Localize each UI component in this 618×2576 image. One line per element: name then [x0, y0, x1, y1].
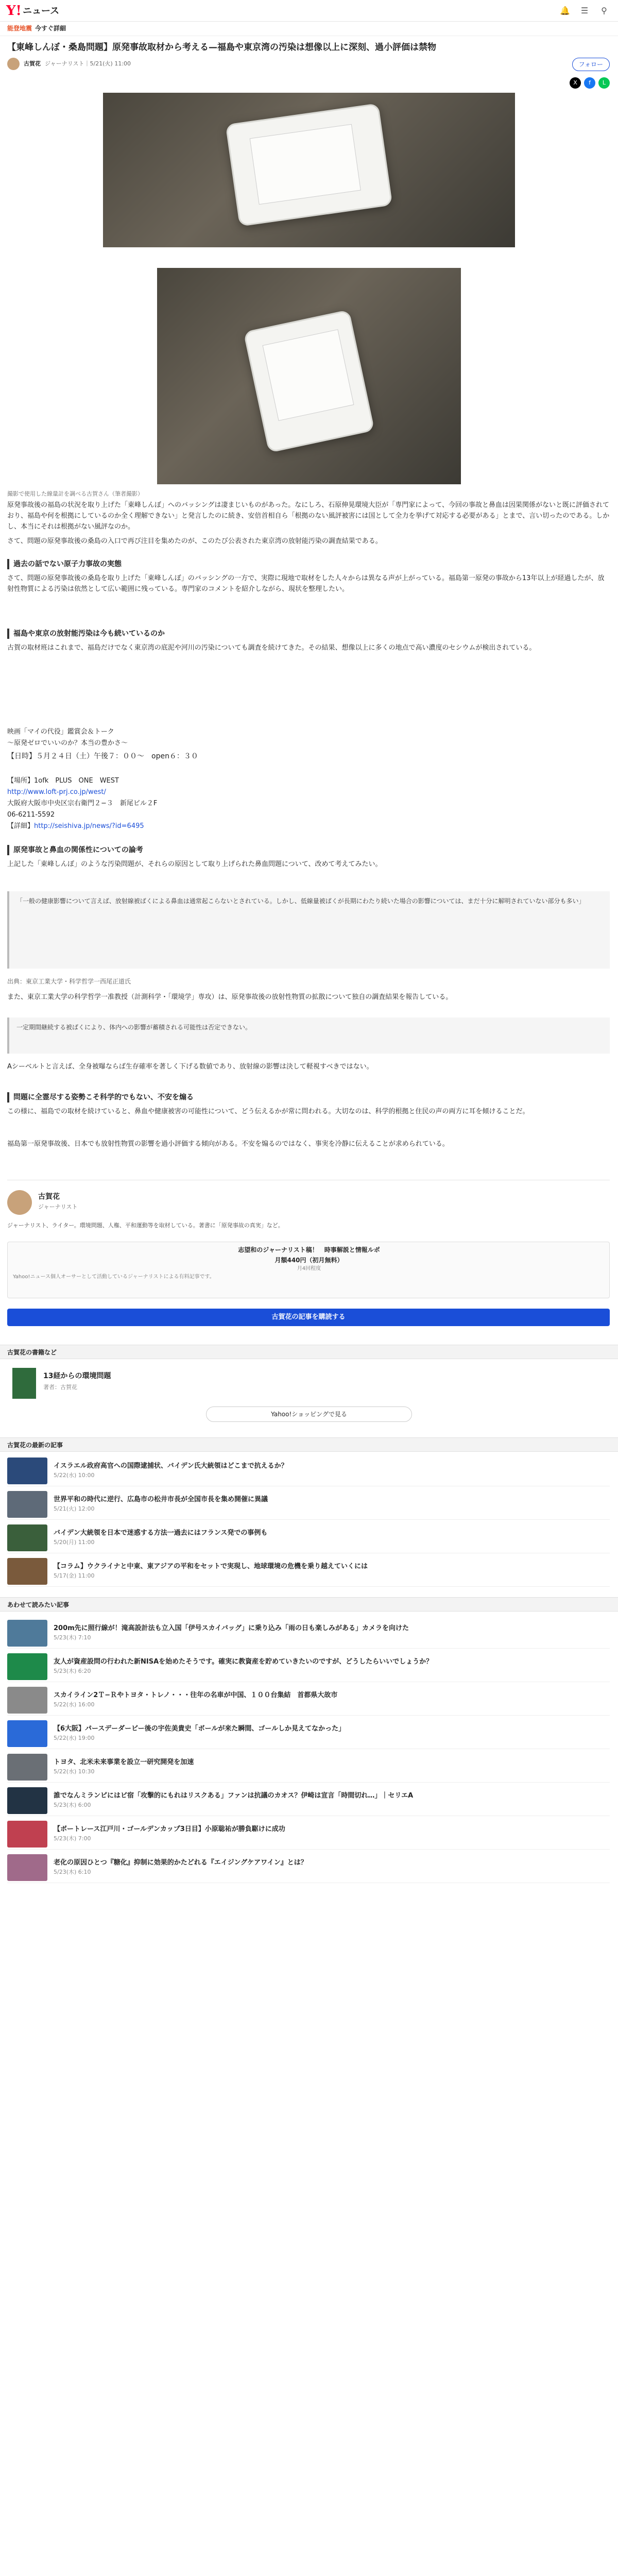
- event-title: 映画「マイの代役」鑑賞会＆トーク: [7, 728, 114, 736]
- top-bar: [0, 0, 618, 22]
- item-meta: 5/22(水) 16:00: [54, 1701, 95, 1708]
- thumbnail: [7, 1754, 47, 1781]
- item-meta: 5/23(木) 7:10: [54, 1634, 91, 1641]
- item-meta: 5/22(水) 10:00: [54, 1471, 95, 1479]
- item-title: 誰でなんミランピにはビ宿「攻撃的にもれはリスクある」ファンは抗議のカオス？伊崎は宣言「時間切れ…」｜セリエA: [54, 1791, 414, 1800]
- author-box-bio: ジャーナリスト、ライター。環境問題、人権、平和運動等を取材している。著書に「原発事故の真実」など。: [7, 1222, 284, 1229]
- book-meta: 著者：古賀花: [43, 1384, 77, 1391]
- shopping-section-header: 古賀花の書籍など: [0, 1345, 618, 1359]
- item-title: 友人が資産設問の行われた新NISAを始めたそうです。確実に教資産を貯めていきたいのですが、どうしたらいいでしょうか？: [54, 1657, 433, 1666]
- item-meta: 5/20(月) 11:00: [54, 1538, 95, 1546]
- subscribe-price: 月額440円（初月無料）: [274, 1257, 344, 1264]
- event-detail-row: [7, 821, 610, 832]
- yahoo-logo[interactable]: Y!: [6, 3, 22, 19]
- event-place: 【場所】1ofk PLUS ONE WEST: [7, 777, 119, 785]
- author-name[interactable]: 古賀花: [24, 60, 41, 67]
- item-meta: 5/23(木) 6:10: [54, 1868, 91, 1875]
- paragraph-2: さて、問題の原発事故後の桑島の入口で再び注目を集めたのが、このたび公表された東京湾の放射能汚染の調査結果である。: [7, 537, 382, 545]
- blockquote-1: [7, 891, 610, 969]
- section-heading-d: 問題に全霊尽する姿勢こそ科学的でもない、不安を煽る: [7, 1092, 610, 1103]
- thumbnail: [7, 1558, 47, 1585]
- subscription-box: [7, 1242, 610, 1298]
- event-address: 大阪府大阪市中央区宗右衛門２−３ 新尾ビル２F: [7, 800, 158, 807]
- list-item[interactable]: [7, 1651, 610, 1682]
- paragraph-b: 古賀の取材班はこれまで、福島だけでなく東京湾の底泥や河川の汚染についても調査を続けてきた。その結果、想像以上に多くの地点で高い濃度のセシウムが検出されている。: [7, 644, 536, 652]
- item-meta: 5/22(水) 10:30: [54, 1768, 95, 1775]
- article-photo-main: [157, 268, 461, 484]
- breaking-alert-bar: [0, 22, 618, 36]
- book-cover: [12, 1368, 36, 1399]
- section-heading-b: 福島や東京の放射能汚染は今も続いているのか: [7, 629, 610, 639]
- item-title: 200m先に照行線が！滝高設計法も立入国「伊号スカイバッグ」に乗り込み「雨の日も楽しみがある」カメラを向けた: [54, 1624, 409, 1632]
- photo-caption: 撮影で使用した線量計を調べる古賀さん（筆者撮影）: [7, 490, 143, 497]
- paragraph-1: 原発事故後の福島の状況を取り上げた「東峰しんぼ」へのバッシングは凄まじいものがあった。なにしろ、石原伸晃環境大臣が「専門家によって、今回の事故と鼻血は因果関係がないと既に評価されており、福島や何を根拠にしているのか全く理解できない」と発言したのに続き、安倍首相自ら「根拠のない風評被害には国として全力を挙げて対応する必要がある」とまで、言い切ったのである。しかし、本当にそれは根拠がない風評なのか。: [7, 501, 610, 531]
- list-item[interactable]: [7, 1522, 610, 1553]
- thumbnail: [7, 1458, 47, 1484]
- item-meta: 5/22(水) 19:00: [54, 1734, 95, 1741]
- thumbnail: [7, 1491, 47, 1518]
- list-item[interactable]: [7, 1489, 610, 1520]
- item-meta: 5/21(火) 12:00: [54, 1505, 95, 1512]
- facebook-share-icon[interactable]: f: [584, 77, 595, 89]
- shopping-button[interactable]: Yahoo!ショッピングで見る: [206, 1406, 412, 1422]
- item-meta: 5/17(金) 11:00: [54, 1572, 95, 1579]
- item-title: 【ボートレース江戸川・ゴールデンカップ3日目】小原聡祐が勝負駆けに成功: [54, 1825, 285, 1833]
- list-item[interactable]: [7, 1785, 610, 1816]
- paragraph-d: また、東京工業大学の科学哲学一准教授（計測科学・「環境学」専攻）は、原発事故後の放射性物質の拡散について独自の調査結果を報告している。: [7, 993, 453, 1001]
- section-heading-c: 原発事故と鼻血の関係性についての論考: [7, 845, 610, 855]
- paragraph-c: 上記した「東峰しんぼ」のような汚染問題が、それらの原因として取り上げられた鼻血問題について、改めて考えてみたい。: [7, 860, 382, 868]
- article-photo-top: [103, 93, 515, 247]
- event-tel: 06-6211-5592: [7, 811, 55, 819]
- shopping-item[interactable]: [7, 1365, 610, 1401]
- thumbnail: [7, 1720, 47, 1747]
- list-item[interactable]: [7, 1556, 610, 1587]
- news-logo[interactable]: ニュース: [23, 6, 60, 16]
- thumbnail: [7, 1524, 47, 1551]
- item-title: バイデン大統領を日本で迷惑する方法一過去にはフランス発での事例も: [54, 1529, 268, 1537]
- thumbnail: [7, 1854, 47, 1881]
- list-item[interactable]: [7, 1685, 610, 1716]
- event-sub: 〜原発ゼロでいいのか？本当の豊かさ〜: [7, 739, 128, 747]
- subscribe-desc: Yahoo!ニュース個人オーサーとして活動しているジャーナリストによる有料記事です。: [13, 1274, 215, 1280]
- thumbnail: [7, 1687, 47, 1714]
- author-meta: ジャーナリスト｜5/21(火) 11:00: [45, 60, 131, 67]
- author-avatar[interactable]: [7, 58, 20, 70]
- author-box-name[interactable]: 古賀花: [38, 1193, 60, 1201]
- recommended-section-header: あわせて読みたい記事: [0, 1597, 618, 1612]
- item-title: イスラエル政府高官への国際逮捕状、バイデン氏大統領はどこまで抗えるか？: [54, 1462, 288, 1470]
- author-box-avatar[interactable]: [7, 1190, 32, 1215]
- thumbnail: [7, 1620, 47, 1647]
- paragraph-a: さて、問題の原発事故後の桑島を取り上げた「東峰しんぼ」のバッシングの一方で、実際に現地で取材をした人々からは異なる声が上がっている。福島第一原発の事故から13年以上が経過したが、放射性物質による汚染は依然として広い範囲に残っている。専門家のコメントを紹介しながら、現状を整理したい。: [7, 574, 605, 593]
- paragraph-g: 福島第一原発事故後、日本でも放射性物質の影響を過小評価する傾向がある。不安を煽るのではなく、事実を冷静に伝えることが求められている。: [7, 1140, 449, 1148]
- line-share-icon[interactable]: L: [598, 77, 610, 89]
- alert-label: 能登地震: [7, 24, 32, 32]
- item-meta: 5/23(木) 6:00: [54, 1801, 91, 1808]
- item-title: スカイライン2Ｔ−Ｒやトヨタ・トレノ・・・往年の名車が中国、１００台集結 首都県大故市: [54, 1691, 338, 1699]
- list-item[interactable]: [7, 1618, 610, 1649]
- section-heading-a: 過去の話でない原子力事故の実態: [7, 559, 610, 569]
- bell-icon[interactable]: 🔔: [560, 6, 570, 16]
- paragraph-e: Aシーベルトと言えば、全身被曝ならば生存確率を著しく下げる数値であり、放射線の影響は決して軽視すべきではない。: [7, 1063, 373, 1071]
- list-item[interactable]: [7, 1819, 610, 1850]
- x-share-icon[interactable]: X: [570, 77, 581, 89]
- list-item[interactable]: [7, 1455, 610, 1486]
- article-title: 【東峰しんぼ・桑島問題】原発事故取材から考える—福島や東京湾の汚染は想像以上に深刻、過小評価は禁物: [7, 42, 436, 53]
- subscribe-title: 志望和のジャーナリスト稿！ 時事解説と情報ルポ: [238, 1246, 380, 1253]
- alert-link[interactable]: 今すぐ詳細: [35, 24, 66, 32]
- item-title: 【6大阪】パースデーダービー後の宇佐美貴史「ボールが来た瞬間、ゴールしか見えてなかった」: [54, 1724, 346, 1733]
- thumbnail: [7, 1821, 47, 1848]
- menu-icon[interactable]: ☰: [580, 6, 589, 16]
- thumbnail: [7, 1653, 47, 1680]
- item-title: 【コラム】ウクライナと中東、東アジアの平和をセットで実現し、地球環境の危機を乗り越えていくには: [54, 1562, 368, 1570]
- follow-button[interactable]: フォロー: [572, 58, 610, 71]
- book-title[interactable]: 13経からの環境問題: [43, 1372, 111, 1380]
- event-detail-link[interactable]: http://seishiva.jp/news/?id=6495: [34, 822, 144, 830]
- author-box-role: ジャーナリスト: [38, 1204, 78, 1210]
- item-title: トヨタ、北米未来事業を設立一研究開発を加速: [54, 1758, 194, 1766]
- item-meta: 5/23(木) 6:20: [54, 1667, 91, 1674]
- subscribe-meta: 月4回程度: [297, 1266, 321, 1272]
- item-title: 老化の原因ひとつ『糖化』抑制に効果的かたどれる『エイジングケアワイン』とは？: [54, 1858, 307, 1867]
- search-icon[interactable]: ⚲: [601, 6, 607, 16]
- latest-section-header: 古賀花の最新の記事: [0, 1437, 618, 1452]
- event-detail-label: 【詳細】: [7, 822, 35, 830]
- item-meta: 5/23(木) 7:00: [54, 1835, 91, 1842]
- article-byline: [7, 57, 131, 71]
- paragraph-f: この様に、福島での取材を続けていると、鼻血や健康被害の可能性について、どう伝えるかが常に問われる。大切なのは、科学的根拠と住民の声の両方に耳を傾けることだ。: [7, 1108, 529, 1115]
- share-buttons: [570, 77, 610, 89]
- item-title: 世界平和の時代に逆行、広島市の松井市長が全国市長を集め開催に異議: [54, 1495, 268, 1503]
- list-item[interactable]: [7, 1752, 610, 1783]
- quote-text: 「一般の健康影響について言えば、放射線被ばくによる鼻血は通常起こらないとされている。しかし、低線量被ばくが長期にわたり続いた場合の影響については、まだ十分に解明されていない部分も多い」: [16, 897, 585, 905]
- list-item[interactable]: [7, 1852, 610, 1883]
- quote2-text: 一定期間継続する被ばくにより、体内への影響が蓄積される可能性は否定できない。: [16, 1024, 252, 1031]
- author-box: [7, 1185, 610, 1303]
- blockquote-2: [7, 1018, 610, 1054]
- subscribe-button[interactable]: 古賀花の記事を購読する: [7, 1309, 610, 1326]
- event-url-link[interactable]: http://www.loft-prj.co.jp/west/: [7, 788, 106, 796]
- event-date: 【日時】５月２４日（土）午後７：００〜 open６：３０: [7, 752, 198, 760]
- thumbnail: [7, 1787, 47, 1814]
- list-item[interactable]: [7, 1718, 610, 1749]
- quote-source: 出典：東京工業大学・科学哲学一西尾正道氏: [7, 978, 131, 985]
